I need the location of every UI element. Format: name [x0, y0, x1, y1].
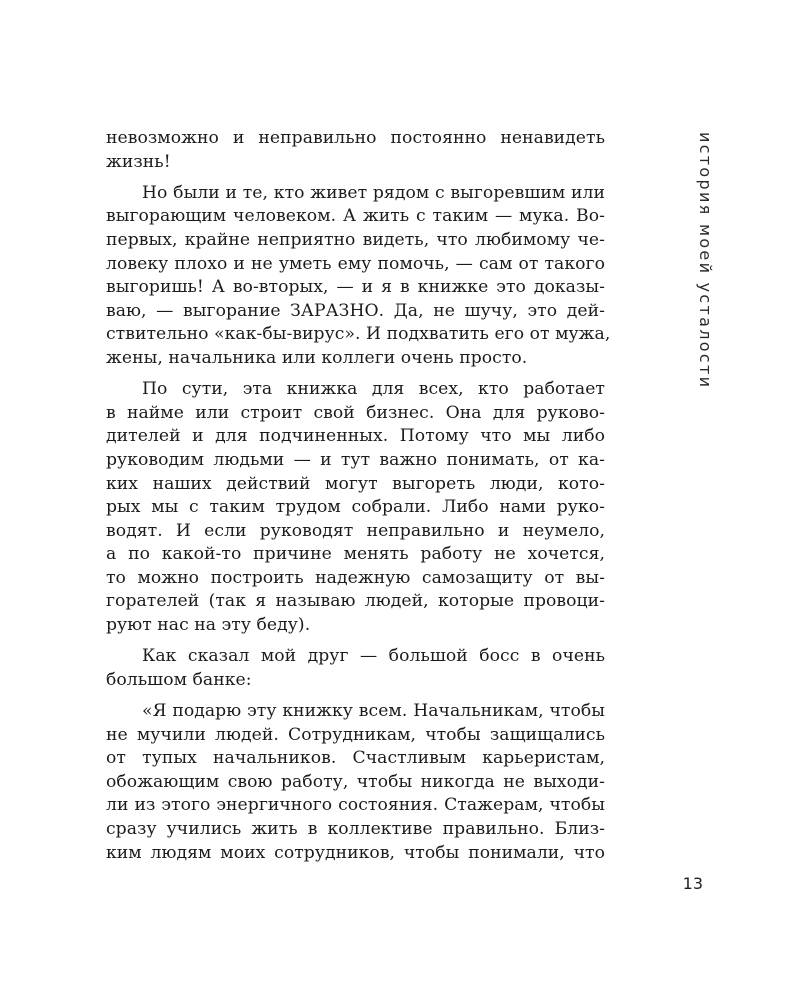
text-line: ли из этого энергичного состояния. Стажерам, чтобы [106, 795, 605, 816]
page-number: 13 [682, 874, 703, 893]
text-line: то можно построить надежную самозащиту от вы- [106, 567, 605, 588]
quote-paragraph [106, 700, 605, 865]
text-line: рых мы с таким трудом собрали. Либо нами руко- [106, 497, 605, 518]
text-line: обожающим свою работу, чтобы никогда не выходи- [106, 771, 605, 792]
text-line: невозможно и неправильно постоянно ненавидеть [106, 128, 605, 148]
paragraph [106, 645, 605, 692]
text-line: руководим людьми — и тут важно понимать, от ка- [106, 449, 605, 470]
text-line: жизнь! [106, 151, 171, 172]
text-line: жены, начальника или коллеги очень просто. [106, 347, 528, 368]
text-line: не мучили людей. Сотрудникам, чтобы защищались [106, 724, 605, 745]
text-line: ких наших действий могут выгореть люди, кото- [106, 473, 605, 494]
text-line: Как сказал мой друг — большой босс в очень [142, 646, 605, 667]
text-line: дителей и для подчиненных. Потому что мы либо [106, 426, 605, 447]
text-line: ловеку плохо и не уметь ему помочь, — сам от такого [106, 253, 605, 274]
text-line: сразу учились жить в коллективе правильно. Близ- [106, 819, 605, 839]
paragraph [106, 127, 605, 174]
text-line: «Я подарю эту книжку всем. Начальникам, чтобы [142, 701, 605, 722]
text-line: от тупых начальников. Счастливым карьеристам, [106, 748, 605, 769]
text-line: выгорающим человеком. А жить с таким — мука. Во- [106, 206, 605, 227]
text-line: а по какой-то причине менять работу не хочется, [106, 544, 605, 565]
paragraph [106, 182, 611, 371]
text-line: выгоришь! А во-вторых, — и я в книжке это доказы- [106, 277, 605, 298]
text-line: ваю, — выгорание ЗАРАЗНО. Да, не шучу, это дей- [106, 300, 605, 321]
text-line: в найме или строит свой бизнес. Она для руково- [106, 402, 605, 423]
text-line: первых, крайне неприятно видеть, что любимому че- [106, 229, 605, 250]
text-line: По сути, эта книжка для всех, кто работает [142, 379, 605, 400]
running-header-vertical: история моей усталости [696, 132, 715, 390]
text-line: ким людям моих сотрудников, чтобы понимали, что [106, 842, 605, 863]
text-line: большом банке: [106, 669, 252, 690]
text-line: горателей (так я называю людей, которые провоци- [106, 591, 605, 612]
text-line: ствительно «как-бы-вирус». И подхватить его от мужа, [106, 324, 611, 345]
text-line: водят. И если руководят неправильно и неумело, [106, 520, 605, 541]
text-line: Но были и те, кто живет рядом с выгоревшим или [142, 182, 605, 203]
paragraph [106, 378, 605, 638]
body-text [106, 127, 611, 873]
text-line: руют нас на эту беду). [106, 615, 311, 636]
